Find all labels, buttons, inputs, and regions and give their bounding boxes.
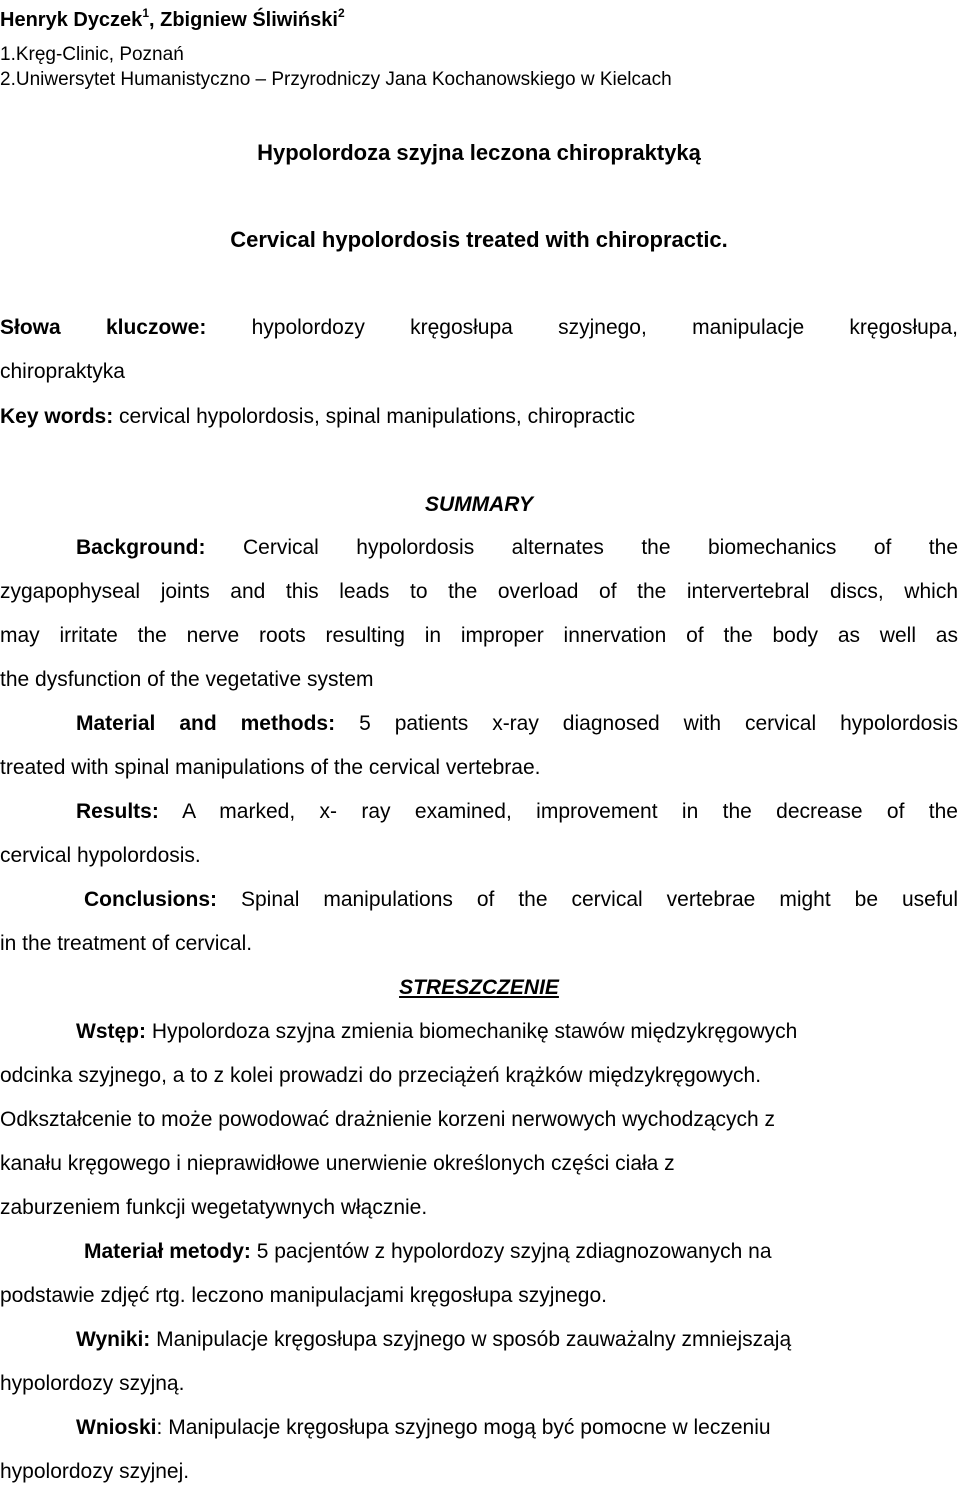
streszczenie-wstep-text-1: Hypolordoza szyjna zmienia biomechanikę stawów międzykręgowych xyxy=(151,1020,798,1043)
keywords-polish-line-1 xyxy=(0,316,958,340)
keywords-polish-line-2: chiropraktyka xyxy=(0,360,125,383)
keywords-english-text: cervical hypolordosis, spinal manipulations, chiropractic xyxy=(119,405,635,428)
keywords-polish-text: hypolordozy kręgosłupa szyjnego, manipulacje kręgosłupa, xyxy=(251,316,958,339)
keywords-english xyxy=(0,405,958,429)
streszczenie-wstep-line-3: Odkształcenie to może powodować drażnienie korzeni nerwowych wychodzących z xyxy=(0,1108,776,1131)
streszczenie-wyniki-line-2: hypolordozy szyjną. xyxy=(0,1372,185,1395)
streszczenie-metody-text-1: 5 pacjentów z hypolordozy szyjną zdiagnozowanych na xyxy=(256,1240,772,1263)
streszczenie-metody-line-1 xyxy=(84,1240,958,1264)
streszczenie-wyniki-label: Wyniki: xyxy=(76,1328,151,1351)
author-1: Henryk Dyczek xyxy=(0,9,143,31)
streszczenie-wnioski-label: Wnioski xyxy=(76,1416,157,1439)
summary-results-line-1 xyxy=(76,800,958,824)
authors-line xyxy=(0,8,958,32)
summary-background-line-1 xyxy=(76,536,958,560)
author-2: Zbigniew Śliwiński xyxy=(160,9,338,31)
author-separator: , xyxy=(149,9,161,31)
streszczenie-wstep-line-2: odcinka szyjnego, a to z kolei prowadzi do przeciążeń krążków międzykręgowych. xyxy=(0,1064,762,1087)
summary-methods-text-1: 5 patients x-ray diagnosed with cervical hypolordosis xyxy=(359,712,958,735)
summary-methods-line-2: treated with spinal manipulations of the cervical vertebrae. xyxy=(0,756,541,779)
keywords-polish-label: Słowa kluczowe: xyxy=(0,316,207,339)
summary-background-text-1: Cervical hypolordosis alternates the biomechanics of the xyxy=(242,536,958,559)
streszczenie-wstep-line-1 xyxy=(76,1020,958,1044)
summary-background-line-3: may irritate the nerve roots resulting in improper innervation of the body as well as xyxy=(0,624,958,647)
streszczenie-wnioski-line-2: hypolordozy szyjnej. xyxy=(0,1460,190,1483)
streszczenie-wyniki-text-1: Manipulacje kręgosłupa szyjnego w sposób zauważalny zmniejszają xyxy=(156,1328,792,1351)
summary-methods-label: Material and methods: xyxy=(76,712,336,735)
summary-background-label: Background: xyxy=(76,536,206,559)
streszczenie-wnioski-text-1: Manipulacje kręgosłupa szyjnego mogą być pomocne w leczeniu xyxy=(168,1416,771,1439)
streszczenie-heading: STRESZCZENIE xyxy=(399,976,559,999)
summary-background-line-2: zygapophyseal joints and this leads to the overload of the intervertebral discs, which xyxy=(0,580,958,603)
summary-heading: SUMMARY xyxy=(424,493,534,516)
streszczenie-wnioski-line-1 xyxy=(76,1416,958,1440)
streszczenie-wnioski-colon: : xyxy=(156,1416,163,1439)
summary-conclusions-line-2: in the treatment of cervical. xyxy=(0,932,253,955)
streszczenie-metody-line-2: podstawie zdjęć rtg. leczono manipulacjami kręgosłupa szyjnego. xyxy=(0,1284,607,1307)
affiliation-1: 1.Kręg-Clinic, Poznań xyxy=(0,44,184,65)
title-polish: Hypolordoza szyjna leczona chiropraktyką xyxy=(257,140,701,165)
summary-methods-line-1 xyxy=(76,712,958,736)
affiliation-2: 2.Uniwersytet Humanistyczno – Przyrodniczy Jana Kochanowskiego w Kielcach xyxy=(0,69,672,90)
streszczenie-wstep-line-4: kanału kręgowego i nieprawidłowe unerwienie określonych części ciała z xyxy=(0,1152,675,1175)
summary-background-line-4: the dysfunction of the vegetative system xyxy=(0,668,374,691)
streszczenie-metody-label: Materiał metody: xyxy=(84,1240,251,1263)
title-english: Cervical hypolordosis treated with chiropractic. xyxy=(230,227,728,252)
streszczenie-wstep-line-5: zaburzeniem funkcji wegetatywnych włącznie. xyxy=(0,1196,428,1219)
summary-results-line-2: cervical hypolordosis. xyxy=(0,844,201,867)
summary-conclusions-text-1: Spinal manipulations of the cervical vertebrae might be useful xyxy=(240,888,958,911)
summary-conclusions-label: Conclusions: xyxy=(84,888,218,911)
author-2-affiliation-mark: 2 xyxy=(337,6,345,20)
streszczenie-wyniki-line-1 xyxy=(76,1328,958,1352)
streszczenie-wstep-label: Wstęp: xyxy=(76,1020,146,1043)
summary-conclusions-line-1 xyxy=(84,888,958,912)
keywords-english-label: Key words: xyxy=(0,405,114,428)
summary-results-text-1: A marked, x- ray examined, improvement in the decrease of the xyxy=(182,800,958,823)
author-1-affiliation-mark: 1 xyxy=(142,6,149,20)
summary-results-label: Results: xyxy=(76,800,159,823)
